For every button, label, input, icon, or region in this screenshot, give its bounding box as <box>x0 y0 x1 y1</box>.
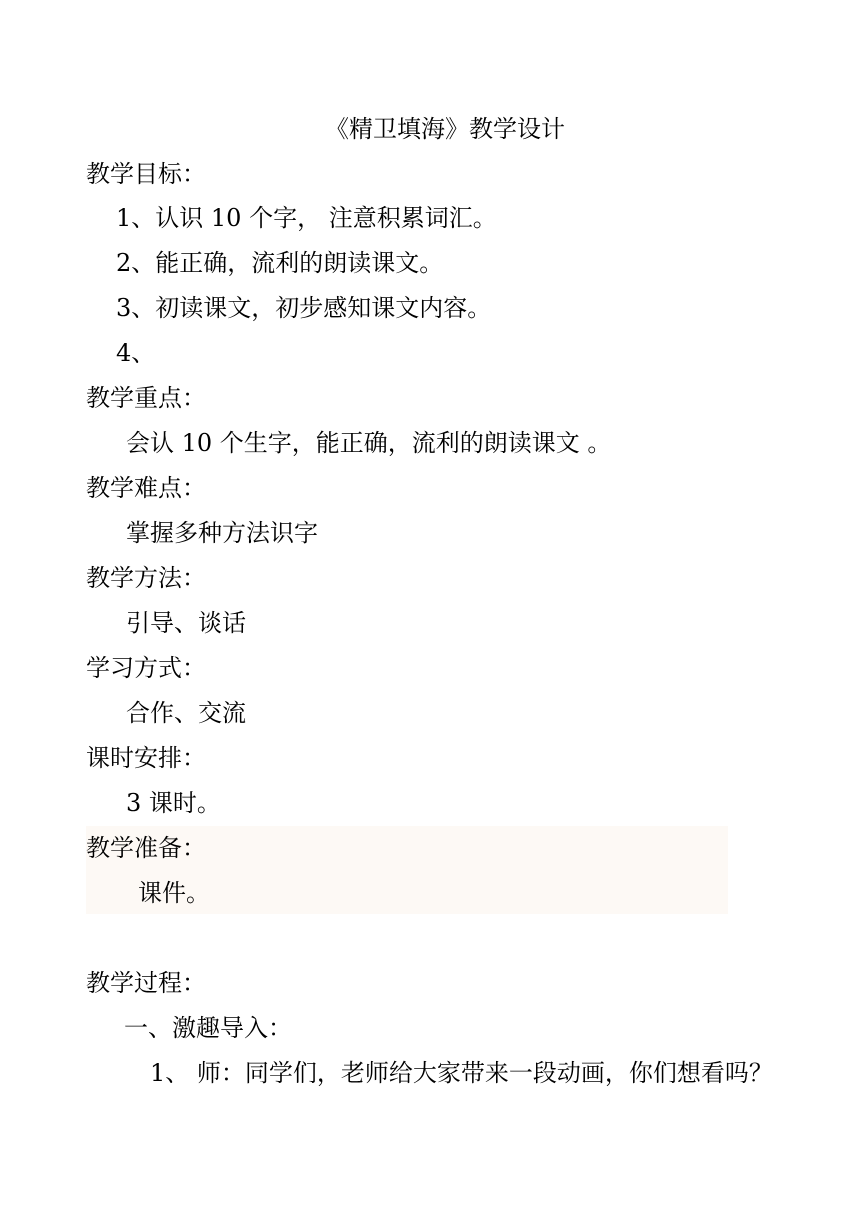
document-title: 《精卫填海》教学设计 <box>325 115 565 143</box>
schedule-content: 3 课时。 <box>126 789 221 817</box>
objective-item-4: 4、 <box>116 339 156 367</box>
process-section-1: 一、激趣导入： <box>124 1014 292 1042</box>
key-points-heading: 教学重点： <box>86 384 206 412</box>
difficulties-content: 掌握多种方法识字 <box>126 519 318 547</box>
methods-heading: 教学方法： <box>86 564 206 592</box>
preparation-heading: 教学准备： <box>86 834 206 862</box>
objective-item-1: 1、认识 10 个字， 注意积累词汇。 <box>116 204 497 232</box>
objectives-heading: 教学目标： <box>86 160 206 188</box>
key-points-content: 会认 10 个生字，能正确，流利的朗读课文 。 <box>126 429 612 457</box>
schedule-heading: 课时安排： <box>86 744 206 772</box>
process-heading: 教学过程： <box>86 969 206 997</box>
methods-content: 引导、谈话 <box>126 609 246 637</box>
objective-item-2: 2、能正确，流利的朗读课文。 <box>116 249 444 277</box>
learning-style-content: 合作、交流 <box>126 699 246 727</box>
objective-item-3: 3、初读课文，初步感知课文内容。 <box>116 294 492 322</box>
difficulties-heading: 教学难点： <box>86 474 206 502</box>
preparation-content: 课件。 <box>138 879 210 907</box>
process-step-1: 1、 师：同学们，老师给大家带来一段动画，你们想看吗？ <box>150 1059 773 1087</box>
learning-style-heading: 学习方式： <box>86 654 206 682</box>
